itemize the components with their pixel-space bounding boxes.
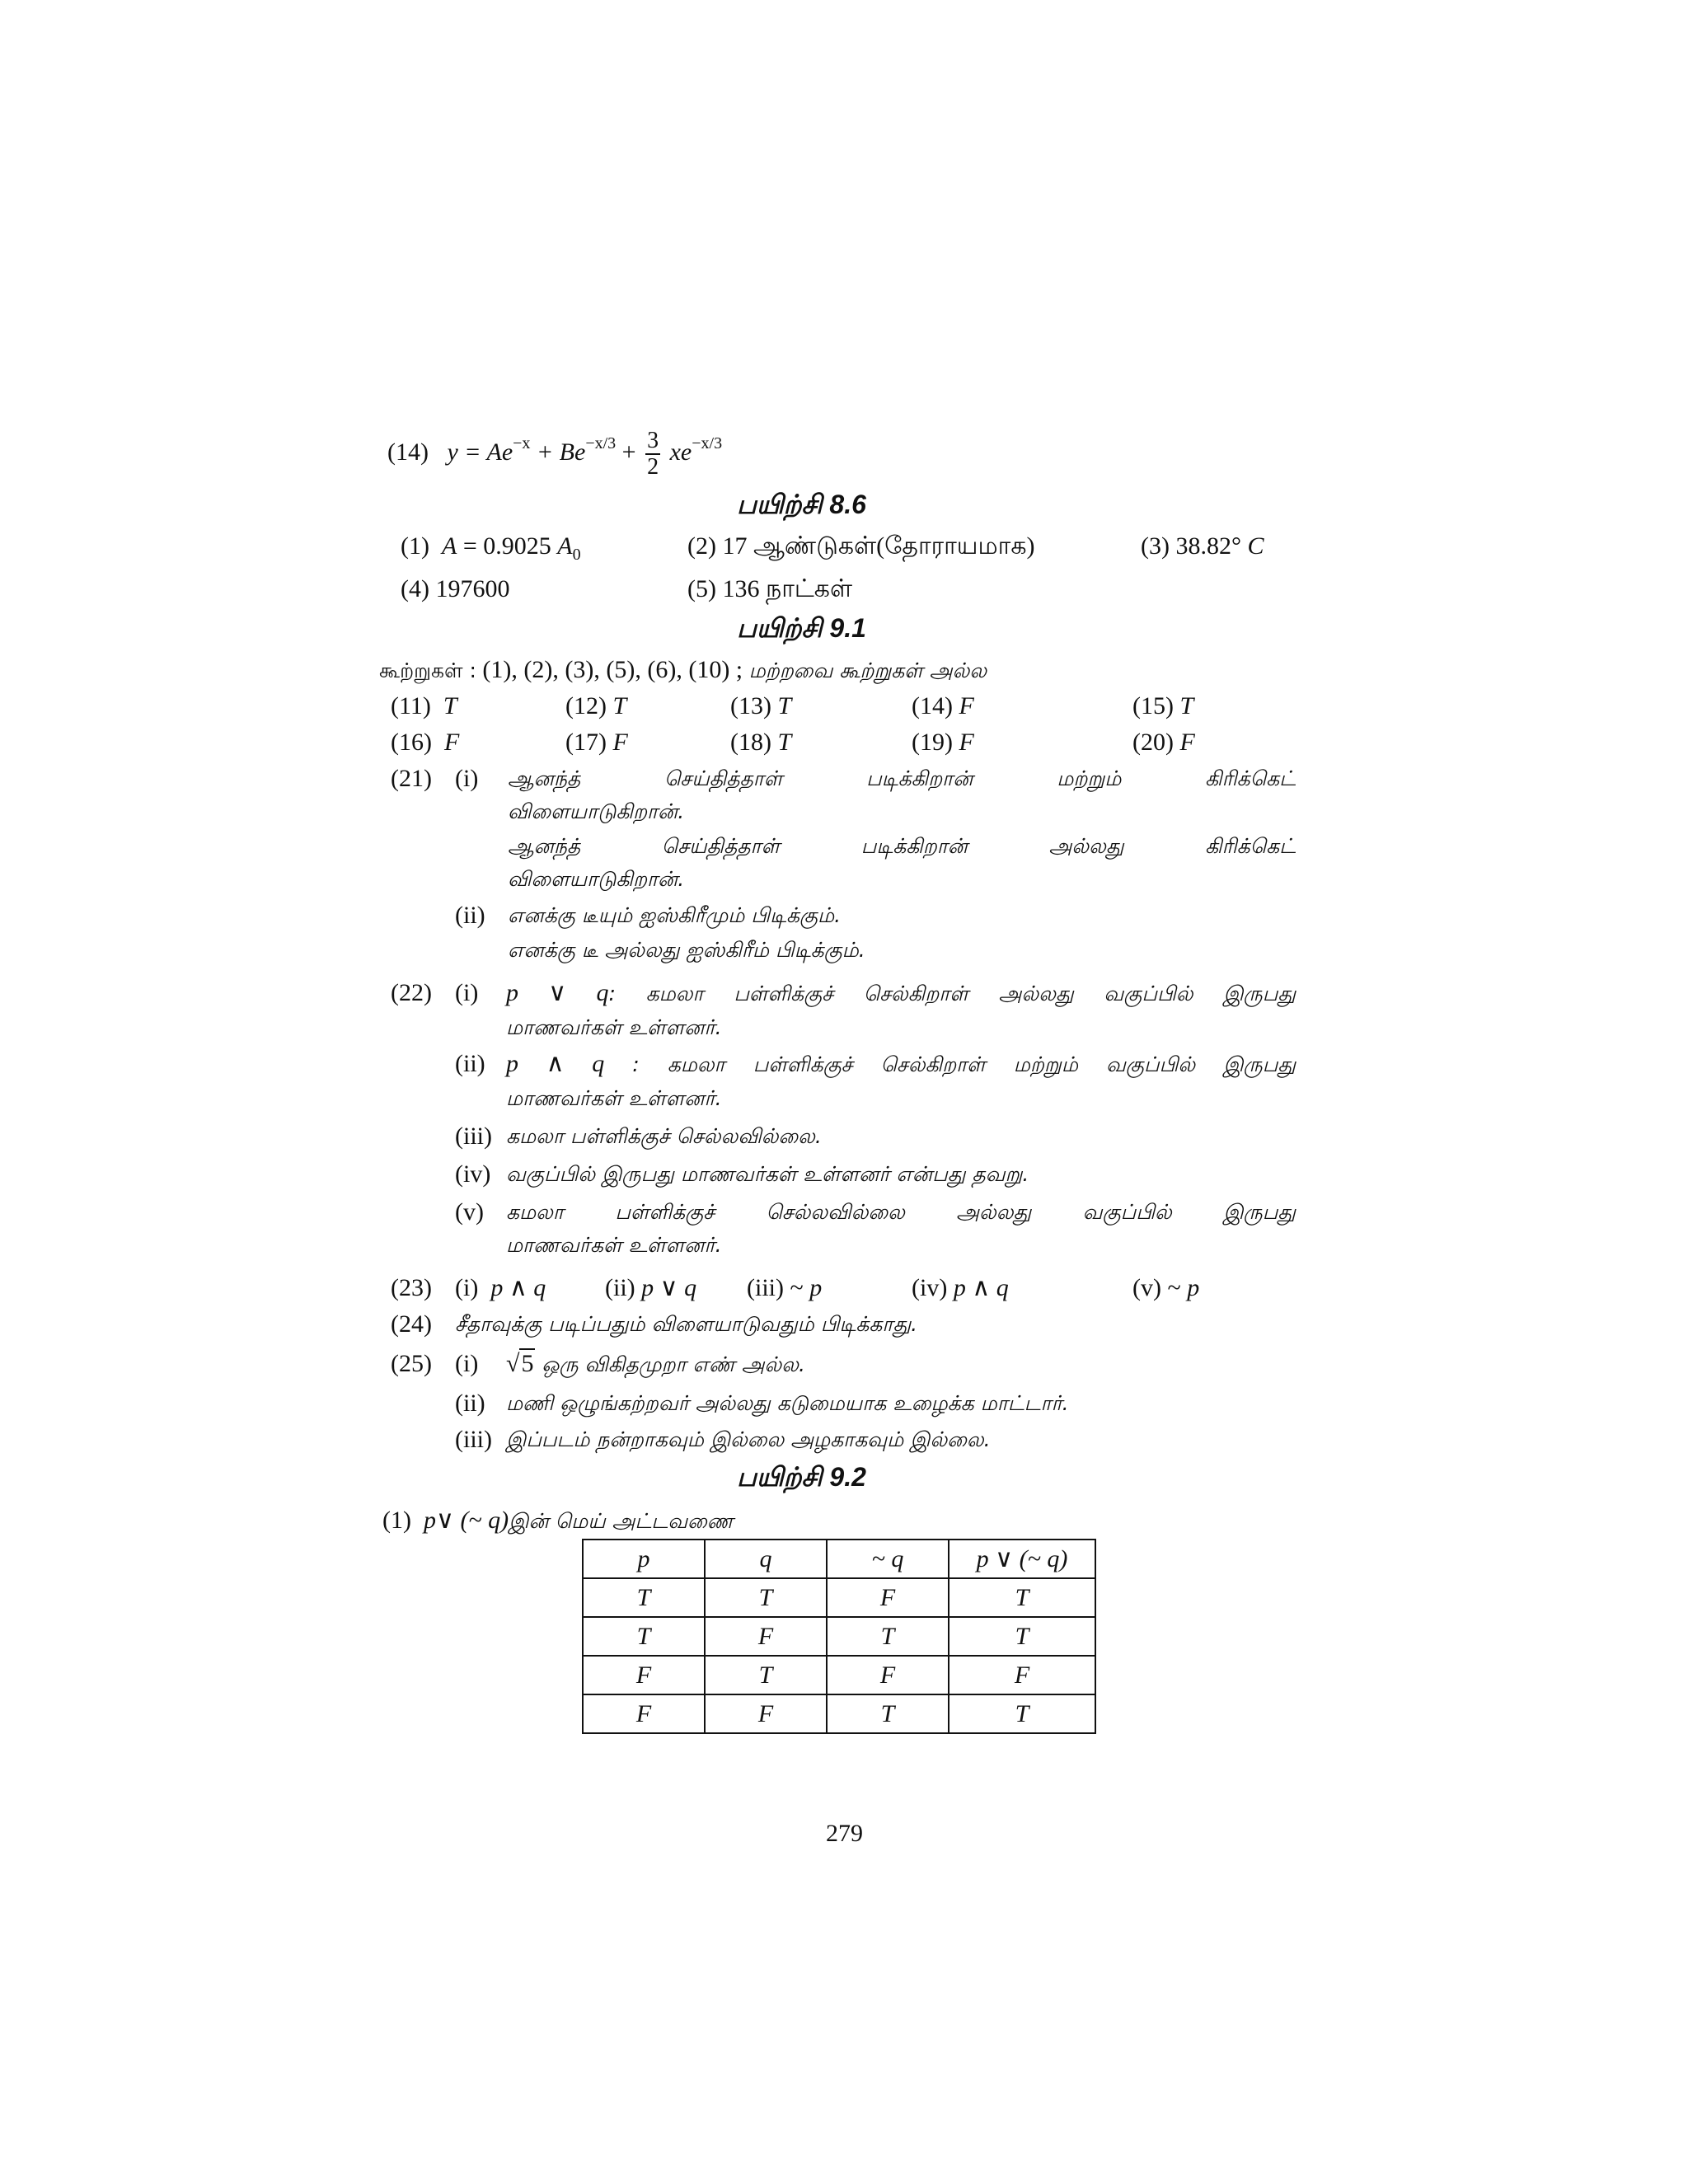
q14-lhs: y = Ae xyxy=(447,438,513,466)
q23-ii: (ii) p ∨ q xyxy=(605,1274,697,1301)
tf-item: (15) T xyxy=(1132,692,1194,719)
q23-i: (i) p ∧ q xyxy=(455,1274,546,1301)
page-number: 279 xyxy=(826,1820,863,1847)
q22-ii-label: (ii) xyxy=(455,1050,485,1077)
exercise-8-6-title: பயிற்சி 8.6 xyxy=(737,490,866,519)
table-cell: T xyxy=(949,1578,1095,1617)
q22-ii-line2: மாணவர்கள் உள்ளனர். xyxy=(506,1086,722,1110)
ex86-a1-a: A xyxy=(557,532,573,560)
q14-fraction xyxy=(645,429,660,480)
q14-frac-den: 2 xyxy=(647,454,659,480)
ex92-q1 xyxy=(382,1505,734,1537)
ex86-answer-1: (1) A = 0.9025 $A_0$ xyxy=(401,532,581,564)
q22-ii-symbol: p ∧ q xyxy=(506,1050,605,1077)
q14-exp3: −x/3 xyxy=(692,434,723,452)
q22-iii-label: (iii) xyxy=(455,1122,492,1150)
q21-i-line4: விளையாடுகிறான். xyxy=(508,867,685,891)
q14-exp1: −x xyxy=(513,434,531,452)
q21-i-line1: ஆனந்த் செய்தித்தாள் படிக்கிறான் மற்றும் கிரிக்கெட் xyxy=(508,766,1296,790)
table-cell: F xyxy=(949,1656,1095,1694)
q21-i-line3: ஆனந்த் செய்தித்தாள் படிக்கிறான் அல்லது கிரிக்கெட் xyxy=(508,834,1296,858)
q14-part1: + Be xyxy=(530,438,586,466)
q25-i-text: ஒரு விகிதமுறா எண் அல்ல. xyxy=(535,1352,805,1376)
table-cell: F xyxy=(827,1578,949,1617)
q14-line xyxy=(387,429,722,480)
ex92-q1-number: (1) xyxy=(382,1507,411,1534)
tf-item: (12) T xyxy=(565,692,627,719)
table-cell: T xyxy=(949,1617,1095,1656)
ex92-q1-text: இன் மெய் அட்டவணை xyxy=(509,1509,734,1533)
ex86-a1-mid: = 0.9025 xyxy=(457,532,558,560)
tf-item: (20) F xyxy=(1132,729,1195,756)
table-cell: T xyxy=(705,1578,827,1617)
sqrt-radicand: 5 xyxy=(521,1350,534,1377)
q22-i-line1 xyxy=(506,977,1296,1013)
q14-part2: + xyxy=(616,438,643,466)
table-row xyxy=(583,1578,1095,1617)
exercise-9-1-title: பயிற்சி 9.1 xyxy=(737,613,866,643)
ex86-answer-5: (5) 136 நாட்கள் xyxy=(687,575,853,602)
q22-ii-line1 xyxy=(506,1048,1296,1084)
table-cell: T xyxy=(949,1694,1095,1733)
q22-number: (22) xyxy=(391,979,432,1006)
table-cell: F xyxy=(583,1656,705,1694)
table-cell: F xyxy=(827,1656,949,1694)
tf-item: (17) F xyxy=(565,729,628,756)
q22-i-symbol: p ∨ q xyxy=(506,979,609,1006)
ex92-q1-symbol: p∨ (~ q) xyxy=(423,1507,509,1534)
q14-number: (14) xyxy=(387,438,429,466)
q21-ii-line2: எனக்கு டீ அல்லது ஐஸ்கிரீம் பிடிக்கும். xyxy=(508,938,865,962)
table-cell: T xyxy=(827,1694,949,1733)
q14-exp2: −x/3 xyxy=(585,434,617,452)
q24-number: (24) xyxy=(391,1310,432,1338)
table-header-cell: ~ q xyxy=(827,1540,949,1578)
q14-part3: xe xyxy=(663,438,692,466)
ex86-answer-2 xyxy=(687,531,1035,562)
table-header-cell: p xyxy=(583,1540,705,1578)
q22-v-line1: கமலா பள்ளிக்குச் செல்லவில்லை அல்லது வகுப்பில் இருபது xyxy=(506,1200,1296,1224)
q23-iii: (iii) ~ p xyxy=(747,1274,823,1301)
ex86-a1-sub: 0 xyxy=(572,546,581,564)
q22-i-label: (i) xyxy=(455,979,479,1006)
table-header-cell: p ∨ (~ q) xyxy=(949,1540,1095,1578)
tf-item: (19) F xyxy=(912,729,974,756)
table-cell: F xyxy=(705,1617,827,1656)
ex86-a3-n: (3) 38.82° xyxy=(1141,532,1248,560)
q25-iii-text: இப்படம் நன்றாகவும் இல்லை அழகாகவும் இல்லை. xyxy=(506,1427,991,1451)
q25-ii-text: மணி ஒழுங்கற்றவர் அல்லது கடுமையாக உழைக்க மாட்டார். xyxy=(506,1391,1069,1415)
ex86-answer-3 xyxy=(1141,531,1264,562)
q22-iii-text: கமலா பள்ளிக்குச் செல்லவில்லை. xyxy=(506,1124,822,1148)
tf-item: (14) F xyxy=(912,692,974,719)
q21-ii-label: (ii) xyxy=(455,902,485,929)
sqrt-five xyxy=(506,1348,535,1380)
table-cell: T xyxy=(583,1617,705,1656)
q24-text: சீதாவுக்கு படிப்பதும் விளையாடுவதும் பிடிக்காது. xyxy=(455,1312,918,1336)
q23-iv: (iv) p ∧ q xyxy=(912,1274,1009,1301)
ex91-intro-rest: மற்றவை கூற்றுகள் அல்ல xyxy=(748,658,987,682)
truth-table-header xyxy=(583,1540,1095,1578)
q23-number: (23) xyxy=(391,1274,432,1301)
ex86-answer-4: (4) 197600 xyxy=(401,575,510,602)
table-row xyxy=(583,1656,1095,1694)
q21-i-label: (i) xyxy=(455,765,479,792)
tf-item: (13) T xyxy=(730,692,792,719)
ex91-intro-nums: (1), (2), (3), (5), (6), (10) ; xyxy=(476,656,749,683)
q22-v-label: (v) xyxy=(455,1198,484,1226)
q22-ii-text: : கமலா பள்ளிக்குச் செல்கிறாள் மற்றும் வகுப்பில் இருபது xyxy=(604,1052,1296,1076)
table-header-cell: q xyxy=(705,1540,827,1578)
q25-ii-label: (ii) xyxy=(455,1390,485,1417)
table-cell: F xyxy=(705,1694,827,1733)
tf-item: (18) T xyxy=(730,729,792,756)
q25-i-line xyxy=(506,1348,805,1380)
q21-ii-line1: எனக்கு டீயும் ஐஸ்கிரீமும் பிடிக்கும். xyxy=(508,903,842,927)
q14-frac-num: 3 xyxy=(647,428,659,453)
tf-item: (16) F xyxy=(391,729,460,756)
ex86-a3-unit: C xyxy=(1247,532,1264,560)
table-cell: F xyxy=(583,1694,705,1733)
q22-i-line2: மாணவர்கள் உள்ளனர். xyxy=(506,1015,722,1039)
q25-i-label: (i) xyxy=(455,1350,479,1377)
q22-i-text: : கமலா பள்ளிக்குச் செல்கிறாள் அல்லது வகுப்பில் இருபது xyxy=(608,982,1296,1005)
table-cell: T xyxy=(705,1656,827,1694)
q21-number: (21) xyxy=(391,765,432,792)
table-row xyxy=(583,1617,1095,1656)
q25-iii-label: (iii) xyxy=(455,1426,492,1453)
sqrt-sign: √ xyxy=(506,1350,520,1377)
exercise-9-2-title: பயிற்சி 9.2 xyxy=(737,1462,866,1492)
table-row xyxy=(583,1694,1095,1733)
tf-item: (11) T xyxy=(391,692,457,719)
q25-number: (25) xyxy=(391,1350,432,1377)
truth-table xyxy=(582,1539,1096,1734)
ex86-a2-text: (2) 17 ஆண்டுகள்(தோராயமாக) xyxy=(687,532,1035,560)
q22-v-line2: மாணவர்கள் உள்ளனர். xyxy=(506,1233,722,1257)
ex86-a1-lhs: A xyxy=(441,532,457,560)
q21-i-line2: விளையாடுகிறான். xyxy=(508,799,685,823)
table-cell: T xyxy=(583,1578,705,1617)
q22-iv-label: (iv) xyxy=(455,1160,491,1188)
table-cell: T xyxy=(827,1617,949,1656)
q22-iv-text: வகுப்பில் இருபது மாணவர்கள் உள்ளனர் என்பது தவறு. xyxy=(506,1162,1029,1186)
q23-v: (v) ~ p xyxy=(1132,1274,1200,1301)
ex91-intro xyxy=(379,654,987,687)
ex91-intro-label: கூற்றுகள் : xyxy=(379,658,476,682)
